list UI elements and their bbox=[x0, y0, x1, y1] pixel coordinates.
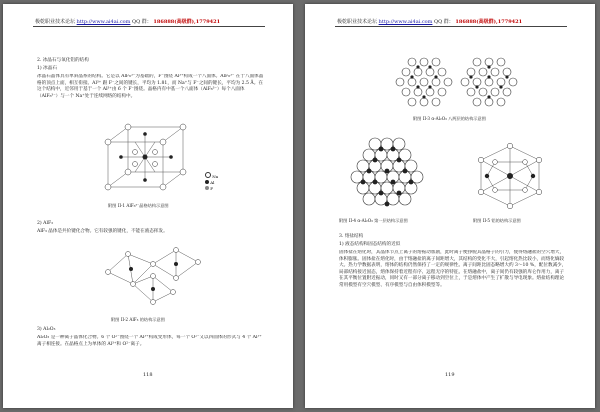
hexagonal-layer-figure-2 bbox=[460, 54, 518, 110]
hexagonal-layer-figure-1 bbox=[395, 54, 453, 110]
page-header: 极乾职业技术论坛 http://www.ai4ai.com QQ 群： 186888(高级群),1779421 bbox=[35, 19, 221, 25]
alf3-structure-figure bbox=[98, 242, 208, 310]
page-number: 119 bbox=[445, 372, 455, 378]
paragraph-liquid-structure: 固体盐在熔化时，其晶体节点上离子的熔振动加剧，此时离子便挣脱其晶格子的引力，使得熔融盐的空穴增大，体积膨胀。固体盐在熔化时，由于熔融盐的离子间距增大，其结构的变化不大，引起熔化热比较小，而熔化熵较大。热力学数据表明，熔体的结构仍然保持了一定的规律性。离子间距比固态略增大约 3～10 %，配位数减少，局部结构接近固态，熔体保持着近程有序、远程无序的特征。在熔融盐中，离子间仍有较强的库仑作用力，离子在其平衡位置附近振动，同时又有一部分离子移动到空位上，于是熔体中产生了扩散与导电现象。熔盐结构理论常用模型有空穴模型、有序模型与自由体积模型等。 bbox=[339, 250, 567, 288]
alumina-first-layer-figure bbox=[347, 134, 427, 214]
subheading-liquid-structure: 1) 液态结构和固态结构的近似 bbox=[339, 242, 401, 247]
figure-legend: Na Al F bbox=[205, 172, 218, 192]
paragraph-cryolite: 冰晶石晶体具有单斜晶系的结构。它是以 AlF₆³⁻为基础的，F⁻围绕 Al³⁺构成一个八面体。AlF₆³⁻ 在于八面体晶格的顶点上面，相互衔接。Al³⁺ 跟 F⁻之间的键长，平均为 1.81，而 Na⁺与 F⁻之间的键长，平均为 2.5 Å。在这个结构中，近邻用于基于一个 Al³⁺由 6 个 F⁻围绕。晶格内有中基一个八面体（AlF₆³⁻）每个八面体（AlF₆³⁻）与一个 Na⁺处于连续网络的结构中。 bbox=[37, 74, 264, 99]
figure-caption-3: 附图 II-3 α-Al₂O₃ 八两层的结构示意图 bbox=[413, 116, 486, 121]
cryolite-lattice-figure bbox=[93, 122, 203, 200]
figure-caption-1: 附图 II-1 AlF₆³⁻晶格结构示意图 bbox=[108, 203, 169, 208]
aluminum-structure-figure bbox=[473, 142, 547, 212]
left-page bbox=[3, 4, 293, 408]
header-rule bbox=[33, 26, 265, 27]
subheading-alf3: 2) AlF₃ bbox=[37, 221, 53, 226]
figure-caption-2: 附图 II-2 AlF₃ 的结构示意图 bbox=[111, 317, 165, 322]
page-number: 118 bbox=[143, 372, 153, 378]
section-heading: 2. 冰晶石与氧化铝的结构 bbox=[37, 58, 89, 63]
forum-link[interactable]: http://www.ai4ai.com bbox=[378, 19, 433, 25]
paragraph-al2o3: Al₂O₃ 是一种离子晶体化合物。6 个 O²⁻围绕一个 Al³⁺构成变形体，每一个 O²⁻又以四面体的形式与 4 个 Al³⁺离子相连接。在晶格点上为单体的 Al³⁺和 O²⁻离子。 bbox=[37, 335, 262, 347]
right-page bbox=[305, 4, 595, 408]
subheading-cryolite: 1) 冰晶石 bbox=[37, 66, 57, 71]
figure-caption-4: 附图 II-4 α-Al₂O₃ 第一层结构示意图 bbox=[339, 218, 408, 223]
paragraph-alf3: AlF₃ 晶体是共价键化合物。它有较强的键化，不能在液态挥发。 bbox=[37, 229, 168, 234]
header-rule bbox=[335, 26, 567, 27]
forum-link[interactable]: http://www.ai4ai.com bbox=[76, 19, 131, 25]
page-header: 极乾职业技术论坛 http://www.ai4ai.com QQ 群： 186888(高级群),1779421 bbox=[337, 19, 523, 25]
figure-caption-5: 附图 II-5 铝的结构示意图 bbox=[473, 218, 521, 223]
section-heading: 3. 熔盐结构 bbox=[339, 234, 364, 239]
subheading-al2o3: 3) Al₂O₃ bbox=[37, 327, 56, 332]
